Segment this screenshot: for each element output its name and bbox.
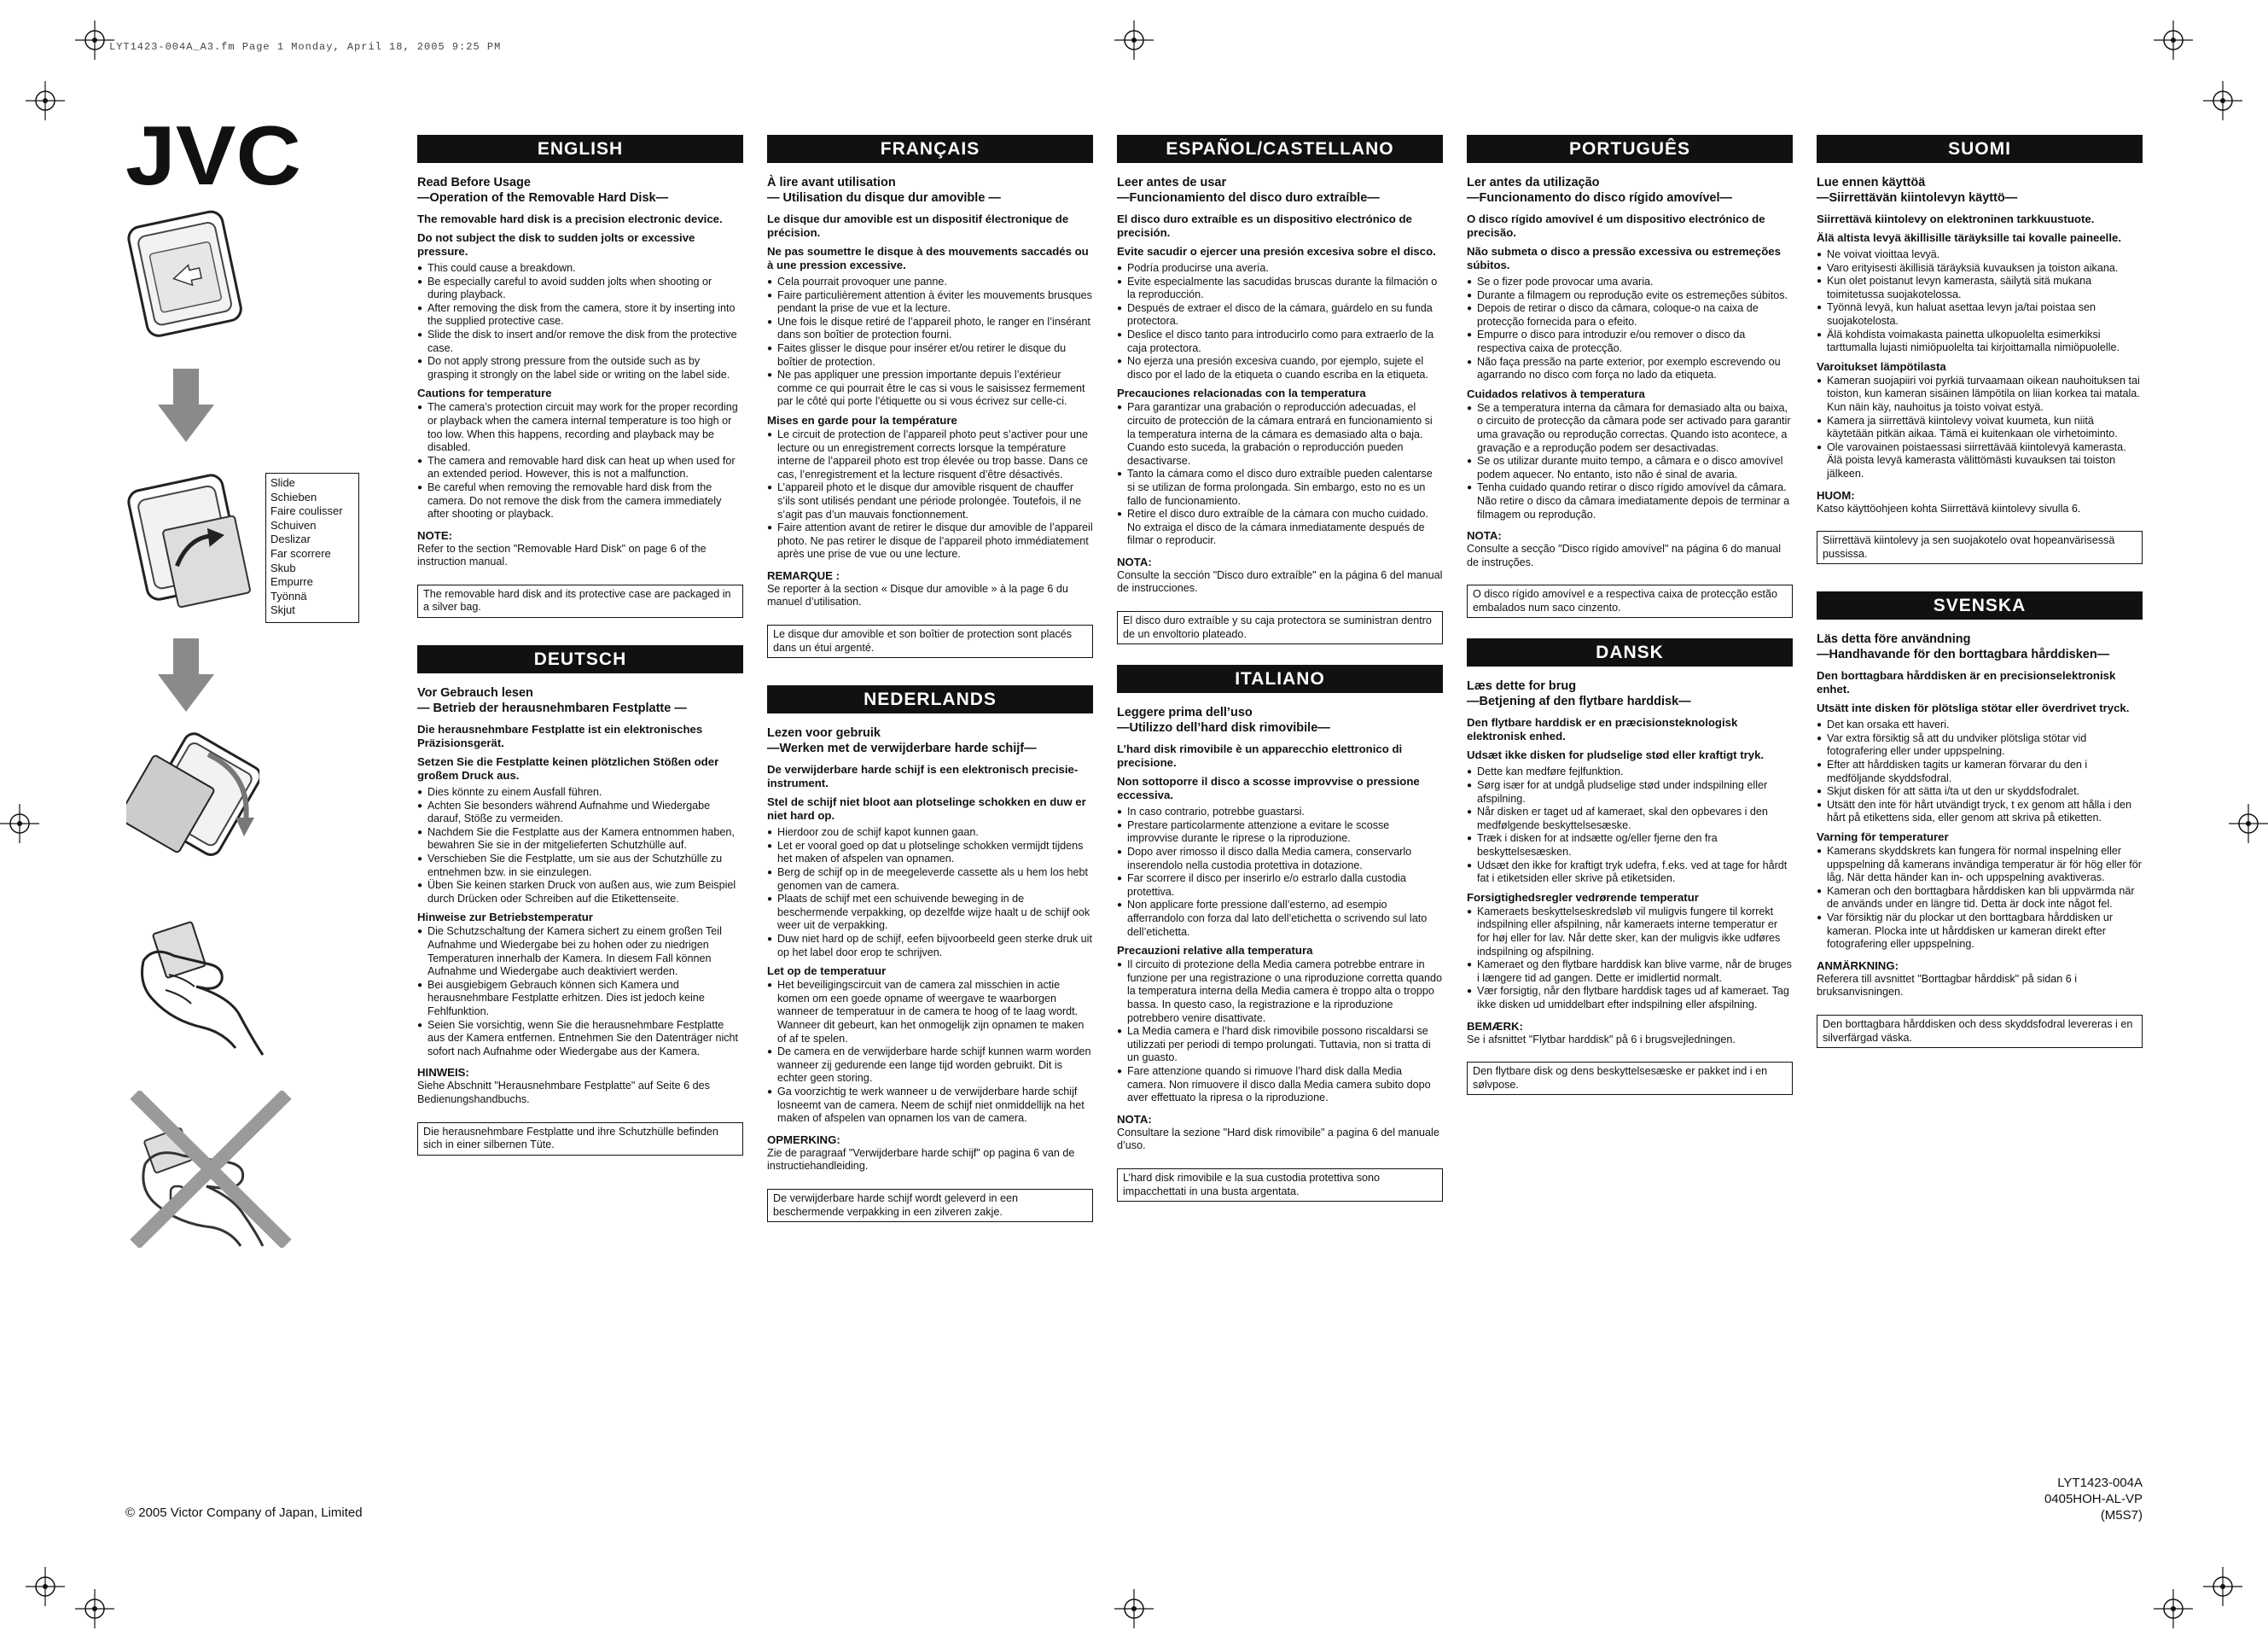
slide-label: Empurre — [270, 575, 313, 589]
note-text: Consulte a secção "Disco rígido amovível" na página 6 do manual de instruções. — [1467, 543, 1782, 568]
registration-mark-icon — [75, 1589, 114, 1628]
bullet-list — [1117, 958, 1443, 1105]
file-header: LYT1423-004A_A3.fm Page 1 Monday, April 18, 2005 9:25 PM — [109, 41, 502, 53]
registration-mark-icon — [2229, 804, 2268, 843]
note-label: OPMERKING: — [767, 1133, 840, 1146]
warning-text: Evite sacudir o ejercer una presión excesiva sobre el disco. — [1117, 245, 1436, 258]
list-item: ● Älä kohdista voimakasta painetta ulkopuolelta esimerkiksi tarttumalla lujasti nimiöpuolelta tai kirjoittamalla nimiöpuolelle. — [1817, 329, 2143, 355]
column-5 — [1817, 135, 2143, 1048]
list-item: ● Berg de schijf op in de meegeleverde cassette als u hem los hebt genomen van de camera. — [767, 866, 1093, 893]
list-item: ● Træk i disken for at indsætte og/eller fjerne den fra beskyttelsesæsken. — [1467, 832, 1793, 859]
list-item: ● Be careful when removing the removable hard disk from the camera. Do not remove the disk from the camera immediately after shooting or playback. — [417, 481, 743, 521]
list-item: ● Empurre o disco para introduzir e/ou remover o disco da respectiva caixa de protecção. — [1467, 329, 1793, 355]
section-svenska — [1817, 591, 2143, 1048]
slide-label: Deslizar — [270, 533, 311, 546]
section-title: Leer antes de usar — [1117, 176, 1227, 189]
list-item: ● Une fois le disque retiré de l’appareil photo, le ranger en l’insérant dans son boîtier de protection fourni. — [767, 316, 1093, 342]
lead-text: Die herausnehmbare Festplatte ist ein elektronisches Präzisionsgerät. — [417, 723, 703, 750]
slide-label: Faire coulisser — [270, 504, 343, 518]
list-item: ● Non applicare forte pressione dall’esterno, ad esempio afferrandolo con forza dal lato dell’etichetta o scrivendo sul lato dell’etichetta. — [1117, 899, 1443, 939]
slide-label: Far scorrere — [270, 546, 331, 560]
section-nederlands — [767, 685, 1093, 1222]
temperature-heading: Precauzioni relative alla temperatura — [1117, 944, 1313, 958]
list-item: ● Udsæt den ikke for kraftigt tryk udefra, f.eks. ved at tage for hårdt fat i etiketsiden eller skrive på etiketsiden. — [1467, 859, 1793, 886]
prohibited-grip-illustration — [128, 1091, 292, 1248]
list-item: ● Når disken er taget ud af kameraet, skal den opbevares i den medfølgende beskyttelsesæske. — [1467, 806, 1793, 832]
list-item: ● De camera en de verwijderbare harde schijf kunnen warm worden wanneer zij gedurende een lange tijd worden gebruikt. Dit is echter geen storing. — [767, 1045, 1093, 1086]
note-label: HUOM: — [1817, 488, 1855, 502]
list-item: ● Kameran och den borttagbara hårddisken kan bli uppvärmda när de används under en längre tid. Detta är dock inte något fel. — [1817, 885, 2143, 911]
list-item: ● Deslice el disco tanto para introducirlo como para extraerlo de la caja protectora. — [1117, 329, 1443, 355]
list-item: ● Kun olet poistanut levyn kamerasta, säilytä sitä mukana toimitetussa suojakotelossa. — [1817, 275, 2143, 301]
slide-label: Slide — [270, 476, 295, 489]
section-title: Læs dette for brug — [1467, 679, 1577, 694]
list-item: ● Se os utilizar durante muito tempo, a câmara e o disco amovível podem aquecer. No entanto, isto não é sinal de avaria. — [1467, 455, 1793, 481]
column-4 — [1467, 135, 1793, 1095]
list-item: ● Die Schutzschaltung der Kamera sichert zu einem großen Teil Aufnahme und Wiedergabe bei zu hohen oder zu niedrigen Temperaturen innerhalb der Kamera. In diesem Fall können Aufnahme und Wiedergabe auch deaktiviert werden. — [417, 925, 743, 978]
section-title: Läs detta före användning — [1817, 632, 1971, 647]
bullet-list — [1467, 276, 1793, 382]
list-item: ● Vær forsigtig, når den flytbare harddisk tages ud af kameraet. Tag ikke disken ud umiddelbart efter indspilning eller afspilning. — [1467, 985, 1793, 1011]
packaging-note-box: Die herausnehmbare Festplatte und ihre Schutzhülle befinden sich in einer silbernen Tüte. — [417, 1122, 743, 1156]
packaging-note-box: Den flytbare disk og dens beskyttelsesæske er pakket ind i en sølvpose. — [1467, 1062, 1793, 1095]
language-heading: NEDERLANDS — [767, 685, 1093, 713]
list-item: ● Se o fizer pode provocar uma avaria. — [1467, 276, 1793, 289]
bullet-list — [767, 276, 1093, 409]
list-item: ● Le circuit de protection de l’appareil photo peut s’activer pour une lecture ou un enregistrement corrects lorsque la température interne de l’appareil photo est trop élevée ou trop basse. Dans ce cas, l’enregistrement et la lecture risquent d’être désactivés. — [767, 428, 1093, 481]
list-item: ● Far scorrere il disco per inserirlo e/o estrarlo dalla custodia protettiva. — [1117, 872, 1443, 899]
list-item: ● Efter att hårddisken tagits ur kameran förvarar du den i medföljande skyddsfodral. — [1817, 759, 2143, 785]
bullet-list — [1467, 766, 1793, 885]
list-item: ● Depois de retirar o disco da câmara, coloque-o na caixa de protecção fornecida para o efeito. — [1467, 302, 1793, 329]
list-item: ● Cela pourrait provoquer une panne. — [767, 276, 1093, 289]
language-heading: PORTUGUÊS — [1467, 135, 1793, 163]
list-item: ● Üben Sie keinen starken Druck von außen aus, wie zum Beispiel durch Drücken oder Schreiben auf die Etikettenseite. — [417, 879, 743, 906]
code-line: (M5S7) — [2100, 1508, 2143, 1523]
bullet-list — [1467, 402, 1793, 521]
section-dansk — [1467, 638, 1793, 1095]
code-line: 0405HOH-AL-VP — [2044, 1492, 2143, 1506]
bullet-list — [417, 401, 743, 521]
list-item: ● Achten Sie besonders während Aufnahme und Wiedergabe darauf, Stöße zu vermeiden. — [417, 800, 743, 826]
section-suomi — [1817, 135, 2143, 564]
section-title: Lezen voor gebruik — [767, 726, 881, 741]
section-subtitle: —Betjening af den flytbare harddisk— — [1467, 695, 1691, 709]
warning-text: Ne pas soumettre le disque à des mouvements saccadés ou à une pression excessive. — [767, 245, 1089, 271]
note-text: Katso käyttöohjeen kohta Siirrettävä kiintolevy sivulla 6. — [1817, 502, 2081, 515]
list-item: ● Kamerans skyddskrets kan fungera för normal inspelning eller uppspelning då kamerans invändiga temperatur är för hög eller för låg. När detta händer kan in- och uppspelning avaktiveras. — [1817, 845, 2143, 885]
list-item: ● Ole varovainen poistaessasi siirrettävää kiintolevyä kamerasta. Älä poista levyä kamerasta välittömästi kuvauksen tai toiston jälkeen. — [1817, 441, 2143, 481]
note-label: NOTA: — [1117, 1112, 1152, 1126]
bullet-list — [1817, 375, 2143, 481]
list-item: ● Retire el disco duro extraíble de la cámara con mucho cuidado. No extraiga el disco de la cámara inmediatamente después de filmar o reproducir. — [1117, 508, 1443, 548]
column-1 — [417, 135, 743, 1156]
bullet-list — [1817, 845, 2143, 952]
list-item: ● Var extra försiktig så att du undviker plötsliga stötar vid fotografering eller under uppspelning. — [1817, 732, 2143, 759]
list-item: ● Faites glisser le disque pour insérer et/ou retirer le disque du boîtier de protection. — [767, 342, 1093, 369]
list-item: ● Sørg især for at undgå pludselige stød under indspilning eller afspilning. — [1467, 779, 1793, 806]
list-item: ● Kameraets beskyttelseskredsløb vil muligvis fungere til korrekt indspilning eller afspilning, når kameraets interne temperatur er for høj eller for lav. Når dette sker, kan der muligvis ikke udføres indspilning og afspilning. — [1467, 906, 1793, 958]
list-item: ● Dette kan medføre fejlfunktion. — [1467, 766, 1793, 779]
bullet-list — [1817, 719, 2143, 825]
column-3 — [1117, 135, 1443, 1202]
bullet-list — [1467, 906, 1793, 1012]
bullet-list — [1117, 806, 1443, 939]
down-arrow-icon — [158, 369, 214, 442]
slide-label: Skub — [270, 561, 296, 574]
language-heading: SUOMI — [1817, 135, 2143, 163]
copyright: © 2005 Victor Company of Japan, Limited — [125, 1505, 363, 1520]
list-item: ● This could cause a breakdown. — [417, 262, 743, 276]
language-heading: FRANÇAIS — [767, 135, 1093, 163]
note-label: ANMÄRKNING: — [1817, 958, 1899, 972]
list-item: ● Podría producirse una avería. — [1117, 262, 1443, 276]
temperature-heading: Varning för temperaturer — [1817, 830, 1949, 844]
list-item: ● Durante a filmagem ou reprodução evite os estremeções súbitos. — [1467, 289, 1793, 303]
lead-text: O disco rígido amovível é um dispositivo electrónico de precisão. — [1467, 213, 1765, 239]
section-subtitle: — Betrieb der herausnehmbaren Festplatte — — [417, 702, 687, 716]
column-2 — [767, 135, 1093, 1222]
bullet-list — [417, 925, 743, 1058]
list-item: ● Evite especialmente las sacudidas bruscas durante la filmación o la reproducción. — [1117, 276, 1443, 302]
section-subtitle: —Funcionamento do disco rígido amovível— — [1467, 191, 1732, 205]
warning-text: Setzen Sie die Festplatte keinen plötzlichen Stößen oder großem Druck aus. — [417, 755, 719, 783]
section-title: Vor Gebrauch lesen — [417, 686, 533, 701]
bullet-list — [417, 262, 743, 381]
lead-text: Den borttagbara hårddisken är en precisionselektronisk enhet. — [1817, 669, 2116, 696]
list-item: ● Varo erityisesti äkillisiä täräyksiä kuvauksen ja toiston aikana. — [1817, 262, 2143, 276]
registration-mark-icon — [2203, 81, 2242, 120]
list-item: ● Plaats de schijf met een schuivende beweging in de beschermende verpakking, op dezelfde wijze haalt u de schijf ook weer uit de verpakking. — [767, 893, 1093, 933]
list-item: ● Do not apply strong pressure from the outside such as by grasping it strongly on the label side or writing on the label side. — [417, 355, 743, 381]
list-item: ● Slide the disk to insert and/or remove the disk from the protective case. — [417, 329, 743, 355]
list-item: ● La Media camera e l’hard disk rimovibile possono riscaldarsi se utilizzati per periodi di tempo prolungati. Tuttavia, non si tratta di un guasto. — [1117, 1025, 1443, 1065]
lead-text: El disco duro extraíble es un dispositivo electrónico de precisión. — [1117, 213, 1412, 239]
disk-slide-illustration — [121, 469, 256, 616]
list-item: ● Não faça pressão na parte exterior, por exemplo escrevendo ou agarrando no disco com força no lado da etiqueta. — [1467, 356, 1793, 382]
list-item: ● Kameran suojapiiri voi pyrkiä turvaamaan oikean nauhoituksen tai toiston, kun kameran sisäinen lämpötila on liian korkea tai matala. Kun näin käy, nauhoitus ja toisto voivat estyä. — [1817, 375, 2143, 415]
code-line: LYT1423-004A — [2057, 1476, 2143, 1490]
packaging-note-box: El disco duro extraíble y su caja protectora se suministran dentro de un envoltorio plateado. — [1117, 611, 1443, 644]
lead-text: The removable hard disk is a precision electronic device. — [417, 213, 723, 225]
list-item: ● Prestare particolarmente attenzione a evitare le scosse improvvise durante le riprese o la riproduzione. — [1117, 819, 1443, 846]
list-item: ● Verschieben Sie die Festplatte, um sie aus der Schutzhülle zu entnehmen bzw. in sie einzulegen. — [417, 853, 743, 879]
warning-text: Non sottoporre il disco a scosse improvvise o pressione eccessiva. — [1117, 775, 1420, 802]
disk-insert-illustration — [126, 732, 259, 869]
section-title: À lire avant utilisation — [767, 176, 896, 189]
list-item: ● Hierdoor zou de schijf kapot kunnen gaan. — [767, 826, 1093, 840]
note-text: Se reporter à la section « Disque dur amovible » à la page 6 du manuel d’utilisation. — [767, 582, 1068, 609]
list-item: ● Il circuito di protezione della Media camera potrebbe entrare in funzione per una registrazione o una riproduzione corretta quando la temperatura interna della Media camera è troppo alta o troppo bassa. In questo caso, la registrazione e la riproduzione potrebbero venire disattivate. — [1117, 958, 1443, 1025]
warning-text: Utsätt inte disken för plötsliga stötar eller överdrivet tryck. — [1817, 702, 2130, 715]
language-heading: ESPAÑOL/CASTELLANO — [1117, 135, 1443, 163]
list-item: ● Skjut disken för att sätta i/ta ut den ur skyddsfodralet. — [1817, 785, 2143, 799]
list-item: ● Var försiktig när du plockar ut den borttagbara hårddisken ur kameran. Plocka inte ut hårddisken ur kameran direkt efter fotografering eller uppspelning. — [1817, 911, 2143, 952]
list-item: ● Ne voivat vioittaa levyä. — [1817, 248, 2143, 262]
bullet-list — [767, 826, 1093, 959]
warning-text: Não submeta o disco a pressão excessiva ou estremeções súbitos. — [1467, 245, 1781, 271]
note-label: REMARQUE : — [767, 568, 840, 582]
temperature-heading: Hinweise zur Betriebstemperatur — [417, 911, 593, 924]
list-item: ● Tenha cuidado quando retirar o disco rígido amovível da câmara. Não retire o disco da câmara imediatamente depois de terminar a filmagem ou reprodução. — [1467, 481, 1793, 521]
list-item: ● Para garantizar una grabación o reproducción adecuadas, el circuito de protección de la cámara entrará en funcionamiento si la temperatura interna de la cámara es demasiado alta o baja. Cuando esto suceda, la grabación o reproducción pueden desactivarse. — [1117, 401, 1443, 468]
lead-text: L’hard disk rimovibile è un apparecchio elettronico di precisione. — [1117, 742, 1403, 770]
packaging-note-box: Siirrettävä kiintolevy ja sen suojakotelo ovat hopeanvärisessä pussissa. — [1817, 531, 2143, 564]
lead-text: Le disque dur amovible est un dispositif électronique de précision. — [767, 213, 1069, 239]
list-item: ● Det kan orsaka ett haveri. — [1817, 719, 2143, 732]
document-code — [2044, 1475, 2143, 1523]
hand-holding-disk-illustration — [135, 911, 265, 1057]
list-item: ● In caso contrario, potrebbe guastarsi. — [1117, 806, 1443, 819]
list-item: ● Let er vooral goed op dat u plotselinge schokken vermijdt tijdens het maken of afspelen van opnamen. — [767, 840, 1093, 866]
list-item: ● Seien Sie vorsichtig, wenn Sie die herausnehmbare Festplatte aus der Kamera entfernen. Entnehmen Sie den Datenträger nicht sofort nach Aufnahme oder Wiedergabe aus der Kamera. — [417, 1019, 743, 1059]
lead-text: Siirrettävä kiintolevy on elektroninen tarkkuustuote. — [1817, 213, 2095, 225]
registration-mark-icon — [26, 81, 65, 120]
note-label: BEMÆRK: — [1467, 1019, 1523, 1033]
list-item: ● Nachdem Sie die Festplatte aus der Kamera entnommen haben, bewahren Sie sie in der mitgelieferten Schutzhülle auf. — [417, 826, 743, 853]
list-item: ● Het beveiligingscircuit van de camera zal misschien in actie komen om een goede opname of weergave te waarborgen wanneer de temperatuur in de camera te hoog of te laag wordt. Wanneer dit gebeurt, kan het onmogelijk zijn opnamen te maken of af te spelen. — [767, 979, 1093, 1045]
temperature-heading: Cuidados relativos à temperatura — [1467, 387, 1645, 400]
note-text: Referera till avsnittet "Borttagbar hårddisk" på sidan 6 i bruksanvisningen. — [1817, 972, 2078, 999]
note-label: NOTA: — [1117, 555, 1152, 568]
language-heading: ITALIANO — [1117, 665, 1443, 693]
list-item: ● Fare attenzione quando si rimuove l’hard disk dalla Media camera. Non rimuovere il disco dalla Media camera subito dopo aver effettuato la ripresa o la riproduzione. — [1117, 1065, 1443, 1105]
note-text: Consulte la sección "Disco duro extraíble" en la página 6 del manual de instrucciones. — [1117, 568, 1443, 595]
logo-text: JVC — [125, 119, 301, 193]
packaging-note-box: Le disque dur amovible et son boîtier de protection sont placés dans un étui argenté. — [767, 625, 1093, 658]
jvc-logo — [125, 119, 301, 193]
disk-case-illustration — [119, 203, 247, 341]
section-subtitle: —Operation of the Removable Hard Disk— — [417, 191, 669, 205]
list-item: ● Tanto la cámara como el disco duro extraíble pueden calentarse si se utilizan de forma prolongada. Sin embargo, esto no es un fallo de funcionamiento. — [1117, 468, 1443, 508]
slide-label: Työnnä — [270, 589, 307, 603]
packaging-note-box: Den borttagbara hårddisken och dess skyddsfodral levereras i en silverfärgad väska. — [1817, 1015, 2143, 1048]
warning-text: Udsæt ikke disken for pludselige stød eller kraftigt tryk. — [1467, 748, 1765, 762]
warning-text: Älä altista levyä äkillisille täräyksille tai kovalle paineelle. — [1817, 231, 2122, 244]
section-francais — [767, 135, 1093, 658]
temperature-heading: Varoitukset lämpötilasta — [1817, 359, 1946, 373]
note-text: Siehe Abschnitt "Herausnehmbare Festplatte" auf Seite 6 des Bedienungshandbuchs. — [417, 1080, 710, 1105]
lead-text: De verwijderbare harde schijf is een elektronisch precisie-instrument. — [767, 763, 1079, 790]
section-espanol — [1117, 135, 1443, 644]
section-subtitle: — Utilisation du disque dur amovible — — [767, 191, 1001, 205]
temperature-heading: Cautions for temperature — [417, 387, 552, 400]
list-item: ● Työnnä levyä, kun haluat asettaa levyn ja/tai poistaa sen suojakotelosta. — [1817, 301, 2143, 328]
list-item: ● Utsätt den inte för hårt utvändigt tryck, t ex genom att hålla i den hårt på etikettens sida, eller genom att skriva på etiketten. — [1817, 799, 2143, 825]
slide-label: Schuiven — [270, 518, 317, 532]
warning-text: Stel de schijf niet bloot aan plotselinge schokken en duw er niet hard op. — [767, 795, 1086, 823]
section-subtitle: —Funcionamiento del disco duro extraíble— — [1117, 191, 1380, 205]
packaging-note-box: L’hard disk rimovibile e la sua custodia protettiva sono impacchettati in una busta argentata. — [1117, 1168, 1443, 1202]
temperature-heading: Let op de temperatuur — [767, 964, 887, 978]
bullet-list — [417, 786, 743, 906]
registration-mark-icon — [2203, 1567, 2242, 1606]
warning-text: Do not subject the disk to sudden jolts or excessive pressure. — [417, 231, 695, 258]
section-title: Read Before Usage — [417, 176, 531, 189]
down-arrow-icon — [158, 638, 214, 712]
temperature-heading: Mises en garde pour la température — [767, 413, 957, 427]
section-deutsch — [417, 645, 743, 1156]
note-label: HINWEIS: — [417, 1066, 469, 1080]
lead-text: Den flytbare harddisk er en præcisionsteknologisk elektronisk enhed. — [1467, 716, 1738, 743]
registration-mark-icon — [26, 1567, 65, 1606]
bullet-list — [767, 428, 1093, 562]
temperature-heading: Precauciones relacionadas con la temperatura — [1117, 387, 1366, 400]
list-item: ● Faire attention avant de retirer le disque dur amovible de l’appareil photo. Ne pas retirer le disque de l’appareil photo immédiatement après une prise de vue ou une lecture. — [767, 521, 1093, 562]
bullet-list — [767, 979, 1093, 1126]
section-italiano — [1117, 665, 1443, 1202]
language-heading: DEUTSCH — [417, 645, 743, 673]
list-item: ● The camera and removable hard disk can heat up when used for an extended period. However, this is not a malfunction. — [417, 455, 743, 481]
list-item: ● Kamera ja siirrettävä kiintolevy voivat kuumeta, kun niitä käytetään pitkän aikaa. Tämä ei kuitenkaan ole virhetoiminto. — [1817, 415, 2143, 441]
slide-label: Schieben — [270, 490, 317, 504]
packaging-note-box: O disco rígido amovível e a respectiva caixa de protecção estão embalados num saco cinzento. — [1467, 585, 1793, 618]
language-heading: ENGLISH — [417, 135, 743, 163]
list-item: ● Ga voorzichtig te werk wanneer u de verwijderbare harde schijf losneemt van de camera. Neem de schijf niet onmiddellijk na het maken of afspelen van opnamen los van de camera. — [767, 1086, 1093, 1126]
note-label: NOTE: — [417, 528, 453, 542]
slide-label: Skjut — [270, 603, 295, 617]
list-item: ● Dies könnte zu einem Ausfall führen. — [417, 786, 743, 800]
note-text: Zie de paragraaf "Verwijderbare harde schijf" op pagina 6 van de instructiehandleiding. — [767, 1146, 1075, 1173]
registration-mark-icon — [1114, 20, 1154, 60]
list-item: ● Se a temperatura interna da câmara for demasiado alta ou baixa, o circuito de protecção da câmara pode ser activado para garantir uma gravação ou reprodução correctas. Quando isto acontece, a gravação e a reprodução podem ser desactivadas. — [1467, 402, 1793, 455]
language-heading: DANSK — [1467, 638, 1793, 667]
packaging-note-box: The removable hard disk and its protective case are packaged in a silver bag. — [417, 585, 743, 618]
note-text: Refer to the section "Removable Hard Disk" on page 6 of the instruction manual. — [417, 542, 707, 568]
list-item: ● Bei ausgiebigem Gebrauch können sich Kamera und herausnehmbare Festplatte erhitzen. Dies ist jedoch keine Fehlfunktion. — [417, 979, 743, 1019]
section-title: Lue ennen käyttöä — [1817, 176, 1926, 189]
slide-label-box — [265, 473, 359, 623]
registration-mark-icon — [2154, 20, 2193, 60]
list-item: ● Kameraet og den flytbare harddisk kan blive varme, når de bruges i længere tid ad gangen. Dette er imidlertid normalt. — [1467, 958, 1793, 985]
registration-mark-icon — [1114, 1589, 1154, 1628]
list-item: ● Be especially careful to avoid sudden jolts when shooting or during playback. — [417, 276, 743, 302]
section-subtitle: —Werken met de verwijderbare harde schijf— — [767, 742, 1037, 756]
section-portugues — [1467, 135, 1793, 618]
temperature-heading: Forsigtighedsregler vedrørende temperatur — [1467, 890, 1699, 904]
note-label: NOTA: — [1467, 529, 1502, 543]
list-item: ● Duw niet hard op de schijf, eefen bijvoorbeeld geen sterke druk uit op het label door erop te schrijven. — [767, 933, 1093, 959]
registration-mark-icon — [75, 20, 114, 60]
bullet-list — [1117, 401, 1443, 548]
list-item: ● No ejerza una presión excesiva cuando, por ejemplo, sujete el disco por el lado de la etiqueta o cuando escriba en la etiqueta. — [1117, 355, 1443, 381]
list-item: ● Ne pas appliquer une pression importante depuis l’extérieur comme ce qui pourrait être le cas si vous le saisissez fermement par le côté qui porte l’étiquette ou si vous écrivez sur celle-ci. — [767, 369, 1093, 409]
list-item: ● Después de extraer el disco de la cámara, guárdelo en su funda protectora. — [1117, 302, 1443, 329]
section-english — [417, 135, 743, 618]
section-subtitle: —Handhavande för den borttagbara hårddisken— — [1817, 648, 2110, 662]
registration-mark-icon — [0, 804, 39, 843]
note-text: Consultare la sezione "Hard disk rimovibile" a pagina 6 del manuale d’uso. — [1117, 1126, 1439, 1152]
list-item: ● Faire particulièrement attention à éviter les mouvements brusques pendant la prise de vue et la lecture. — [767, 289, 1093, 316]
list-item: ● Dopo aver rimosso il disco dalla Media camera, conservarlo inserendolo nella custodia protettiva in dotazione. — [1117, 846, 1443, 872]
language-heading: SVENSKA — [1817, 591, 2143, 620]
bullet-list — [1817, 248, 2143, 355]
registration-mark-icon — [2154, 1589, 2193, 1628]
section-title: Leggere prima dell’uso — [1117, 706, 1253, 720]
note-text: Se i afsnittet "Flytbar harddisk" på 6 i brugsvejledningen. — [1467, 1033, 1736, 1045]
section-subtitle: —Siirrettävän kiintolevyn käyttö— — [1817, 191, 2018, 205]
section-subtitle: —Utilizzo dell’hard disk rimovibile— — [1117, 721, 1330, 736]
list-item: ● The camera’s protection circuit may work for the proper recording or playback when the camera internal temperature is too high or too low. When this happens, recording and playback may be disabled. — [417, 401, 743, 454]
list-item: ● L’appareil photo et le disque dur amovible risquent de chauffer s’ils sont utilisés pendant une période prolongée. Toutefois, il ne s’agit pas d’un mauvais fonctionnement. — [767, 481, 1093, 521]
list-item: ● After removing the disk from the camera, store it by inserting into the supplied protective case. — [417, 302, 743, 329]
section-title: Ler antes da utilização — [1467, 176, 1600, 189]
packaging-note-box: De verwijderbare harde schijf wordt geleverd in een beschermende verpakking in een zilveren zakje. — [767, 1189, 1093, 1222]
bullet-list — [1117, 262, 1443, 381]
